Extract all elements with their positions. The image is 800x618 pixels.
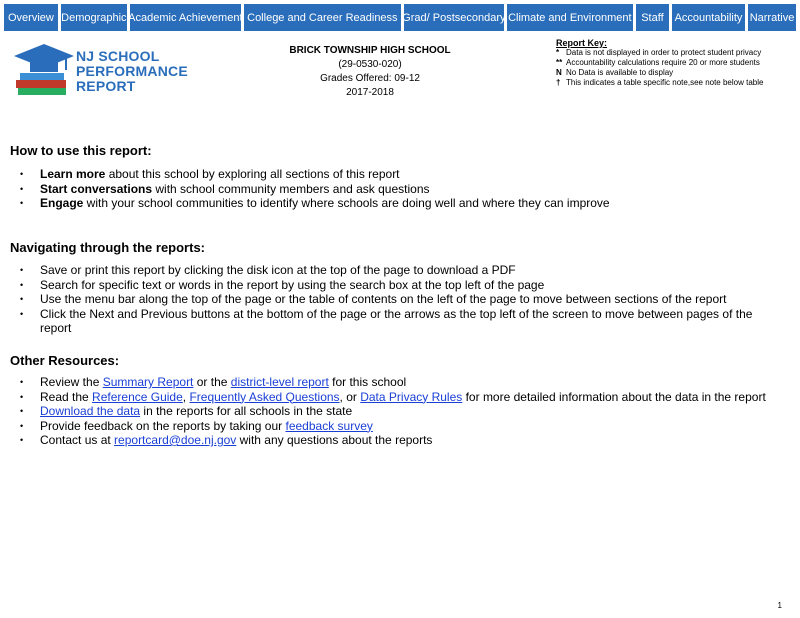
- item-text: with any questions about the reports: [236, 433, 433, 447]
- feedback-survey-link[interactable]: feedback survey: [285, 418, 373, 433]
- list-item: [20, 196, 770, 211]
- other-resources-list: [20, 375, 770, 448]
- item-text: for more detailed information about the data in the report: [462, 389, 766, 404]
- school-header: [248, 44, 492, 100]
- list-item: • Use the menu bar along the top of the page or the table of contents on the left of the page to move between sections of the report: [20, 292, 770, 307]
- grades-offered: Grades Offered: 09-12: [320, 73, 420, 84]
- list-item: • Click the Next and Previous buttons at the bottom of the page or the arrows as the top left of the screen to move between pages of the report: [20, 307, 770, 336]
- item-bold: Engage: [40, 196, 84, 210]
- list-item: • Search for specific text or words in the report by using the search box at the top left of the page: [20, 278, 770, 293]
- summary-report-link[interactable]: Summary Report: [102, 375, 194, 389]
- navigating-list: [20, 263, 770, 336]
- list-item: [20, 182, 770, 197]
- key-text: This indicates a table specific note,see note below table: [566, 78, 764, 87]
- key-row: [556, 58, 796, 68]
- report-key: [556, 38, 796, 88]
- list-item: [20, 390, 770, 405]
- item-text: Provide feedback on the reports by taking our: [40, 418, 286, 433]
- tab-college-career-readiness[interactable]: College and Career Readiness: [244, 4, 401, 31]
- item-text: about this school by exploring all sections of this report: [105, 167, 400, 181]
- item-text: ,: [182, 389, 190, 404]
- how-to-use-heading: How to use this report:: [10, 143, 152, 158]
- tab-academic-achievement[interactable]: Academic Achievement: [130, 4, 241, 31]
- tab-climate-environment[interactable]: Climate and Environment: [507, 4, 633, 31]
- how-to-use-list: [20, 167, 770, 211]
- item-text: for this school: [328, 375, 407, 389]
- list-item: [20, 167, 770, 182]
- tab-grad-postsecondary[interactable]: Grad/ Postsecondary: [404, 4, 504, 31]
- list-item: [20, 433, 770, 448]
- school-year: 2017-2018: [346, 87, 394, 98]
- item-text: Contact us at: [40, 433, 115, 447]
- item-text: Review the: [40, 375, 103, 389]
- school-code: (29-0530-020): [338, 59, 402, 70]
- key-symbol: N: [556, 68, 562, 77]
- district-report-link[interactable]: district-level report: [230, 375, 329, 389]
- key-text: Accountability calculations require 20 or more students: [566, 58, 760, 67]
- item-text: with school community members and ask questions: [152, 181, 430, 196]
- list-item: [20, 404, 770, 419]
- key-row: [556, 48, 796, 58]
- logo-line-2: PERFORMANCE: [76, 63, 188, 79]
- data-privacy-rules-link[interactable]: Data Privacy Rules: [360, 389, 463, 404]
- other-resources-heading: Other Resources:: [10, 353, 120, 368]
- download-data-link[interactable]: Download the data: [40, 404, 141, 418]
- tab-staff[interactable]: Staff: [636, 4, 669, 31]
- logo-text: [76, 49, 188, 94]
- item-text: in the reports for all schools in the state: [140, 404, 353, 418]
- key-symbol: **: [556, 58, 563, 67]
- logo-line-1: NJ SCHOOL: [76, 48, 160, 64]
- item-text: with your school communities to identify where schools are doing well and where they can improve: [83, 196, 610, 210]
- key-row: [556, 68, 796, 78]
- item-bold: Learn more: [40, 167, 106, 181]
- contact-email-link[interactable]: reportcard@doe.nj.gov: [114, 433, 237, 447]
- report-key-title: Report Key:: [556, 38, 608, 48]
- page-number: 1: [777, 601, 782, 610]
- list-item: [20, 419, 770, 434]
- key-row: [556, 78, 796, 88]
- item-text: Read the: [40, 389, 93, 404]
- key-symbol: *: [556, 48, 560, 57]
- item-text: or the: [193, 375, 231, 389]
- tab-narrative[interactable]: Narrative: [748, 4, 796, 31]
- tab-overview[interactable]: Overview: [4, 4, 58, 31]
- key-symbol: †: [556, 78, 561, 87]
- list-item: [20, 375, 770, 390]
- faq-link[interactable]: Frequently Asked Questions: [189, 389, 340, 404]
- tab-accountability[interactable]: Accountability: [672, 4, 745, 31]
- logo-line-3: REPORT: [76, 78, 136, 94]
- list-item: • Save or print this report by clicking the disk icon at the top of the page to download a PDF: [20, 263, 770, 278]
- key-text: No Data is available to display: [566, 68, 674, 77]
- item-text: , or: [339, 389, 361, 404]
- reference-guide-link[interactable]: Reference Guide: [92, 389, 183, 404]
- key-text: Data is not displayed in order to protect student privacy: [566, 48, 762, 57]
- top-nav-bar: [4, 4, 796, 31]
- tab-demographic[interactable]: Demographic: [61, 4, 127, 31]
- school-name: BRICK TOWNSHIP HIGH SCHOOL: [289, 45, 451, 56]
- navigating-heading: Navigating through the reports:: [10, 240, 205, 255]
- item-bold: Start conversations: [40, 181, 153, 196]
